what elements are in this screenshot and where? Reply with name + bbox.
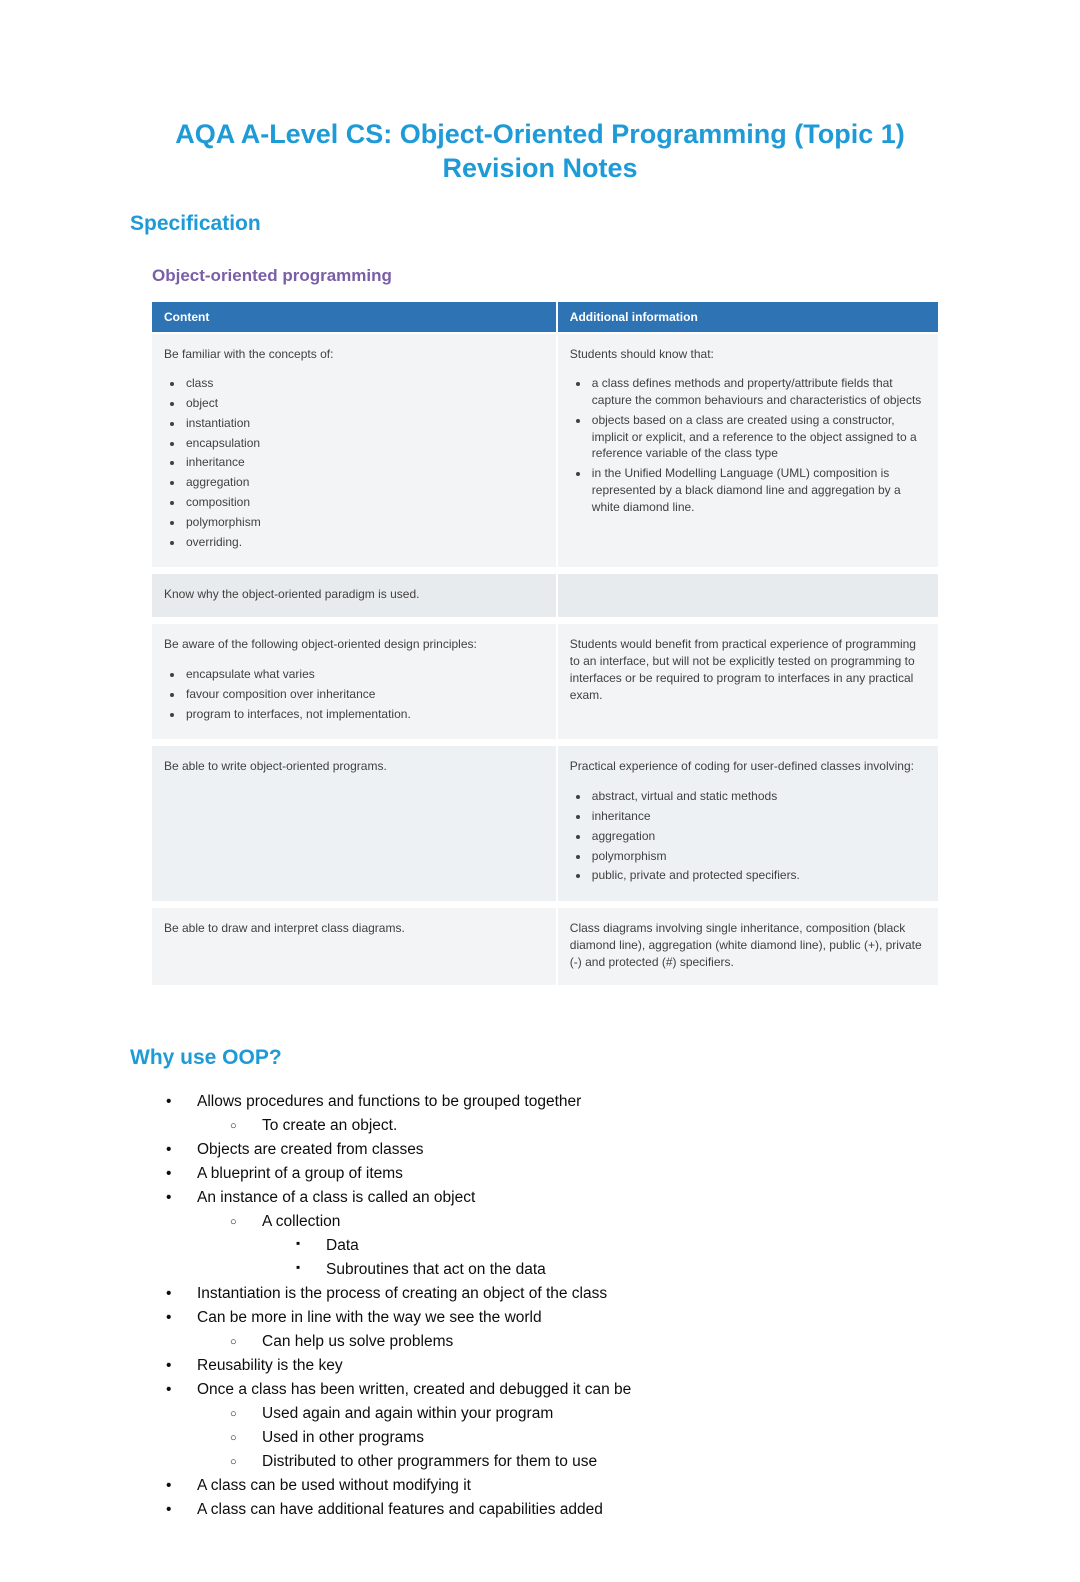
- cell-bullet: • aggregation: [184, 474, 542, 491]
- cell-bullet: • a class defines methods and property/attribute fields that capture the common behaviours and characteristics of objects: [590, 375, 924, 409]
- cell-bullet: • inheritance: [184, 454, 542, 471]
- why-oop-list-item: ○ Distributed to other programmers for them to use: [130, 1450, 950, 1474]
- content-cell: [152, 333, 557, 571]
- column-header-additional-information: Additional information: [557, 302, 938, 333]
- cell-bullet-list: [170, 375, 542, 550]
- cell-bullet: • object: [184, 395, 542, 412]
- why-oop-list-item: • An instance of a class is called an object: [130, 1186, 950, 1210]
- page-title-line1: AQA A-Level CS: Object-Oriented Programming (Topic 1): [175, 119, 905, 149]
- table-row: [152, 333, 938, 571]
- cell-bullet: • public, private and protected specifiers.: [590, 867, 924, 884]
- additional-cell: [557, 743, 938, 905]
- cell-intro-text: Students should know that:: [569, 346, 714, 361]
- cell-bullet: • program to interfaces, not implementation.: [184, 706, 542, 723]
- cell-intro-text: Know why the object-oriented paradigm is used.: [164, 587, 420, 602]
- content-cell: [152, 905, 557, 988]
- why-oop-list-item: • Can be more in line with the way we see the world: [130, 1306, 950, 1330]
- specification-table: [152, 302, 938, 992]
- why-oop-list-item: ○ Can help us solve problems: [130, 1330, 950, 1354]
- page-title: [130, 118, 950, 186]
- why-oop-list-item: • Reusability is the key: [130, 1354, 950, 1378]
- why-oop-list-item: ▪ Subroutines that act on the data: [130, 1258, 950, 1282]
- table-row: [152, 571, 938, 621]
- cell-bullet: • encapsulation: [184, 435, 542, 452]
- why-oop-list: [130, 1090, 950, 1522]
- table-title: Object-oriented programming: [152, 265, 392, 285]
- cell-bullet: • polymorphism: [590, 848, 924, 865]
- cell-bullet: • instantiation: [184, 415, 542, 432]
- cell-bullet: • inheritance: [590, 808, 924, 825]
- cell-intro-text: Practical experience of coding for user-defined classes involving:: [569, 759, 914, 774]
- cell-intro-text: Class diagrams involving single inheritance, composition (black diamond line), aggregation (white diamond line), public (+), private (-) and protected (#) specifiers.: [569, 921, 922, 969]
- cell-intro-text: Students would benefit from practical experience of programming to an interface, but will not be explicitly tested on programming to interfaces or be required to program to interfaces in any practical exam.: [569, 637, 916, 702]
- why-oop-list-item: • A class can be used without modifying it: [130, 1474, 950, 1498]
- table-row: [152, 621, 938, 743]
- why-oop-list-item: ▪ Data: [130, 1234, 950, 1258]
- cell-bullet: • aggregation: [590, 828, 924, 845]
- why-oop-list-item: ○ A collection: [130, 1210, 950, 1234]
- cell-bullet: • favour composition over inheritance: [184, 686, 542, 703]
- content-cell: [152, 743, 557, 905]
- cell-bullet: • polymorphism: [184, 514, 542, 531]
- table-header-row: [152, 302, 938, 333]
- table-row: [152, 743, 938, 905]
- why-oop-list-item: ○ To create an object.: [130, 1114, 950, 1138]
- cell-intro-text: Be aware of the following object-oriented design principles:: [164, 637, 477, 652]
- cell-bullet-list: [170, 666, 542, 722]
- why-oop-list-item: • Objects are created from classes: [130, 1138, 950, 1162]
- cell-bullet: • abstract, virtual and static methods: [590, 788, 924, 805]
- cell-bullet-list: [576, 375, 924, 515]
- additional-cell: [557, 621, 938, 743]
- cell-bullet: • overriding.: [184, 534, 542, 551]
- cell-bullet: • composition: [184, 494, 542, 511]
- content-cell: [152, 571, 557, 621]
- table-row: [152, 905, 938, 988]
- cell-bullet-list: [576, 788, 924, 884]
- additional-cell: [557, 333, 938, 571]
- cell-bullet: • objects based on a class are created using a constructor, implicit or explicit, and a reference to the object assigned to a reference variable of the class type: [590, 412, 924, 462]
- why-oop-list-item: • Instantiation is the process of creating an object of the class: [130, 1282, 950, 1306]
- content-cell: [152, 621, 557, 743]
- section-heading-why-oop: Why use OOP?: [130, 1045, 282, 1069]
- cell-bullet: • in the Unified Modelling Language (UML) composition is represented by a black diamond line and aggregation by a white diamond line.: [590, 465, 924, 515]
- why-oop-list-item: • Allows procedures and functions to be grouped together: [130, 1090, 950, 1114]
- additional-cell: [557, 571, 938, 621]
- cell-intro-text: Be able to write object-oriented programs.: [164, 759, 387, 774]
- cell-intro-text: Be able to draw and interpret class diagrams.: [164, 921, 405, 936]
- why-oop-list-item: ○ Used again and again within your program: [130, 1402, 950, 1426]
- column-header-content: Content: [152, 302, 557, 333]
- section-heading-specification: Specification: [130, 211, 261, 235]
- why-oop-list-item: • Once a class has been written, created and debugged it can be: [130, 1378, 950, 1402]
- page-title-line2: Revision Notes: [442, 152, 638, 183]
- why-oop-list-item: • A class can have additional features and capabilities added: [130, 1498, 950, 1522]
- cell-bullet: • encapsulate what varies: [184, 666, 542, 683]
- additional-cell: [557, 905, 938, 988]
- cell-bullet: • class: [184, 375, 542, 392]
- cell-intro-text: Be familiar with the concepts of:: [164, 346, 334, 361]
- why-oop-list-item: ○ Used in other programs: [130, 1426, 950, 1450]
- why-oop-list-item: • A blueprint of a group of items: [130, 1162, 950, 1186]
